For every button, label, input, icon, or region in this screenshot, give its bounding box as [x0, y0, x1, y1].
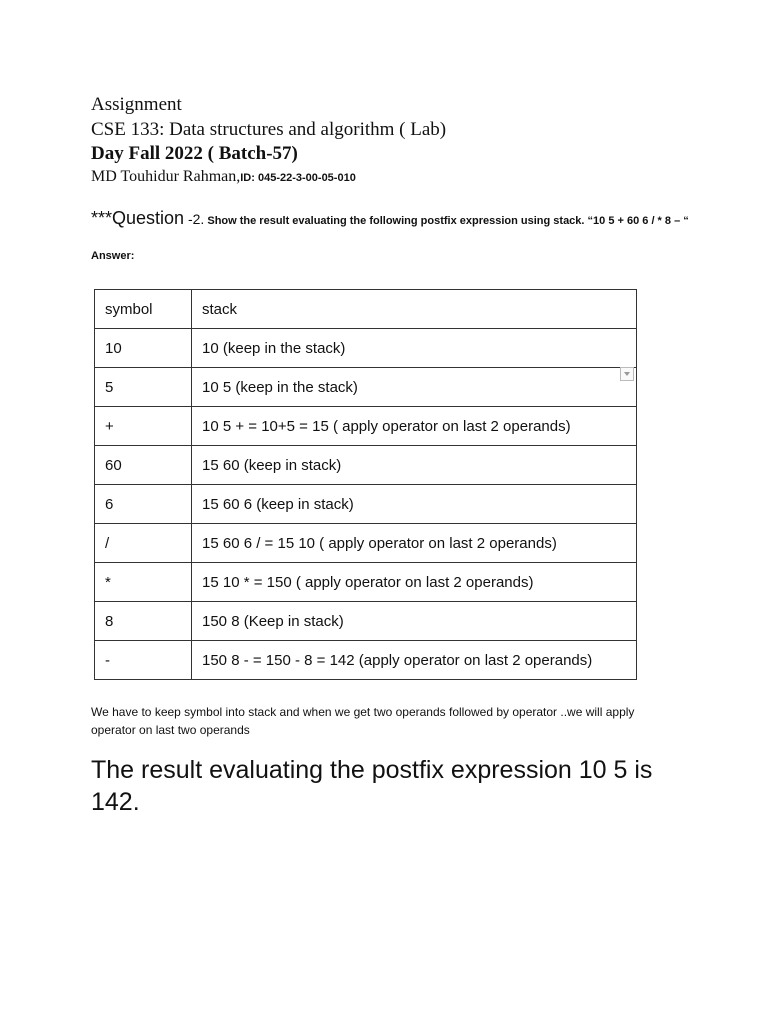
question-body: Show the result evaluating the following postfix expression using stack. “10 5 + 60 6 / * 8 – “ [204, 215, 689, 227]
stack-cell: 15 10 * = 150 ( apply operator on last 2 operands) [192, 563, 637, 602]
question-number: -2. [184, 211, 205, 227]
assignment-title: Assignment [91, 94, 182, 115]
student-line [91, 168, 356, 186]
symbol-cell: - [95, 641, 192, 680]
symbol-cell: 10 [95, 329, 192, 368]
question-text [91, 208, 691, 231]
stack-cell: 150 8 - = 150 - 8 = 142 (apply operator on last 2 operands) [192, 641, 637, 680]
symbol-cell: 60 [95, 446, 192, 485]
stack-cell: 10 5 (keep in the stack) [192, 368, 637, 407]
header-stack: stack [192, 290, 637, 329]
table-row [95, 602, 637, 641]
student-id: ID: 045-22-3-00-05-010 [240, 172, 356, 184]
table-row [95, 563, 637, 602]
header-symbol: symbol [95, 290, 192, 329]
term-batch: Day Fall 2022 ( Batch-57) [91, 143, 298, 164]
stack-cell: 15 60 6 (keep in stack) [192, 485, 637, 524]
table-row [95, 446, 637, 485]
stack-cell: 15 60 6 / = 15 10 ( apply operator on last 2 operands) [192, 524, 637, 563]
answer-label: Answer: [91, 250, 135, 262]
table-header-row [95, 290, 637, 329]
symbol-cell: 8 [95, 602, 192, 641]
table-row [95, 524, 637, 563]
stack-cell: 10 5 + = 10+5 = 15 ( apply operator on last 2 operands) [192, 407, 637, 446]
student-name: MD Touhidur Rahman, [91, 168, 241, 185]
stack-cell: 150 8 (Keep in stack) [192, 602, 637, 641]
result-text: The result evaluating the postfix expression 10 5 is 142. [91, 756, 653, 816]
symbol-cell: / [95, 524, 192, 563]
symbol-cell: 6 [95, 485, 192, 524]
question-prefix: ***Question [91, 208, 185, 228]
symbol-cell: 5 [95, 368, 192, 407]
stack-cell: 10 (keep in the stack) [192, 329, 637, 368]
explanation-text: We have to keep symbol into stack and when we get two operands followed by operator ..we will apply operator on last two operands [91, 705, 635, 737]
symbol-cell: + [95, 407, 192, 446]
table-row [95, 329, 637, 368]
table-row [95, 485, 637, 524]
table-row [95, 641, 637, 680]
table-row [95, 407, 637, 446]
course-title: CSE 133: Data structures and algorithm ( Lab) [91, 119, 447, 140]
symbol-cell: * [95, 563, 192, 602]
stack-cell: 15 60 (keep in stack) [192, 446, 637, 485]
table-row [95, 368, 637, 407]
dropdown-arrow-icon [620, 367, 634, 381]
stack-table [94, 289, 637, 680]
